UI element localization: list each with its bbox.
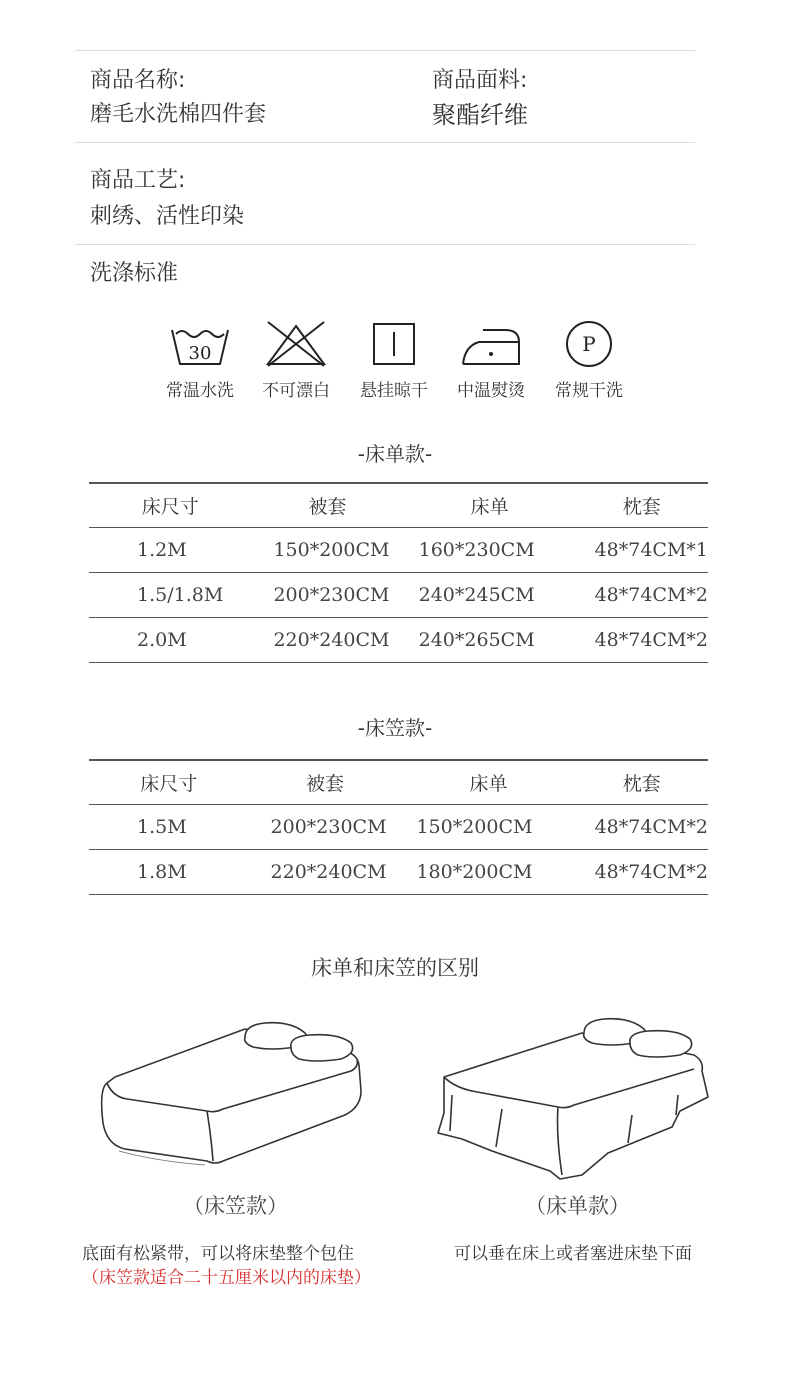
header-pillowcase: 枕套 [622,496,661,518]
cell-duvet: 200*230CM [249,805,402,850]
product-fabric-value: 聚酯纤维 [432,101,528,129]
cell-pillowcase: 48*74CM*2 [576,618,708,663]
cell-duvet: 200*230CM [251,573,403,618]
product-fabric-label: 商品面料: [432,68,528,93]
cell-duvet: 220*240CM [251,618,403,663]
cell-duvet: 150*200CM [251,528,403,573]
header-sheet: 床单 [470,496,509,518]
cell-bed-size: 1.8M [89,850,249,895]
table-row [89,528,708,573]
cell-pillowcase: 48*74CM*2 [576,573,708,618]
divider-2 [75,244,695,245]
cell-pillowcase: 48*74CM*2 [576,850,708,895]
table-row [89,573,708,618]
cell-bed-size: 1.5/1.8M [89,573,251,618]
sheet-note: 可以垂在床上或者塞进床垫下面 [454,1244,692,1264]
flat-sheet-bed-illustration [432,1015,717,1185]
care-item-dry-clean [539,320,639,401]
cell-pillowcase: 48*74CM*1 [576,528,708,573]
divider-1 [75,142,695,143]
cell-bed-size: 1.5M [89,805,249,850]
fitted-note: 底面有松紧带，可以将床垫整个包住 [82,1244,354,1264]
care-label-no-bleach: 不可漂白 [262,381,330,401]
header-duvet: 被套 [305,773,344,795]
sheet-size-table [89,482,708,663]
product-craft-label: 商品工艺: [90,168,186,193]
care-item-iron [441,320,541,401]
fitted-size-table [89,759,708,895]
cell-sheet: 160*230CM [404,528,576,573]
fitted-note-red: （床笠款适合二十五厘米以内的床垫） [82,1268,371,1288]
svg-text:P: P [582,332,596,356]
header-bed-size: 床尺寸 [141,496,199,518]
difference-title: 床单和床笠的区别 [311,956,479,980]
fitted-caption: （床笠款） [183,1194,288,1218]
dry-clean-p-icon [557,320,621,368]
cell-bed-size: 2.0M [89,618,251,663]
sheet-caption: （床单款） [525,1194,630,1218]
cell-sheet: 240*265CM [404,618,576,663]
care-item-wash [150,320,250,401]
table-header-row [89,483,708,528]
care-item-no-bleach [246,320,346,401]
care-label-wash: 常温水洗 [166,381,234,401]
iron-medium-icon [459,320,523,368]
care-label-dry-clean: 常规干洗 [555,381,623,401]
product-name-label: 商品名称: [90,68,186,93]
product-craft-value: 刺绣、活性印染 [90,204,245,229]
cell-sheet: 240*245CM [404,573,576,618]
fitted-bed-illustration [95,1015,370,1175]
no-bleach-icon [264,320,328,368]
wash-30-icon [168,320,232,368]
sheet-table-title: -床单款- [357,442,433,466]
care-label-iron: 中温熨烫 [457,381,525,401]
cell-pillowcase: 48*74CM*2 [576,805,708,850]
cell-bed-size: 1.2M [89,528,251,573]
cell-sheet: 180*200CM [401,850,575,895]
care-label-hang-dry: 悬挂晾干 [360,381,428,401]
table-row [89,850,708,895]
cell-sheet: 150*200CM [401,805,575,850]
header-bed-size: 床尺寸 [140,773,198,795]
hang-dry-icon [362,320,426,368]
table-row [89,805,708,850]
product-name-value: 磨毛水洗棉四件套 [90,102,267,127]
care-item-hang-dry [344,320,444,401]
table-row [89,618,708,663]
fitted-table-title: -床笠款- [357,716,433,740]
header-duvet: 被套 [308,496,347,518]
header-pillowcase: 枕套 [622,773,661,795]
table-header-row [89,760,708,805]
svg-text:30: 30 [188,343,212,364]
divider-top [75,50,695,51]
header-sheet: 床单 [469,773,508,795]
wash-standard-label: 洗涤标准 [90,261,179,286]
cell-duvet: 220*240CM [249,850,402,895]
